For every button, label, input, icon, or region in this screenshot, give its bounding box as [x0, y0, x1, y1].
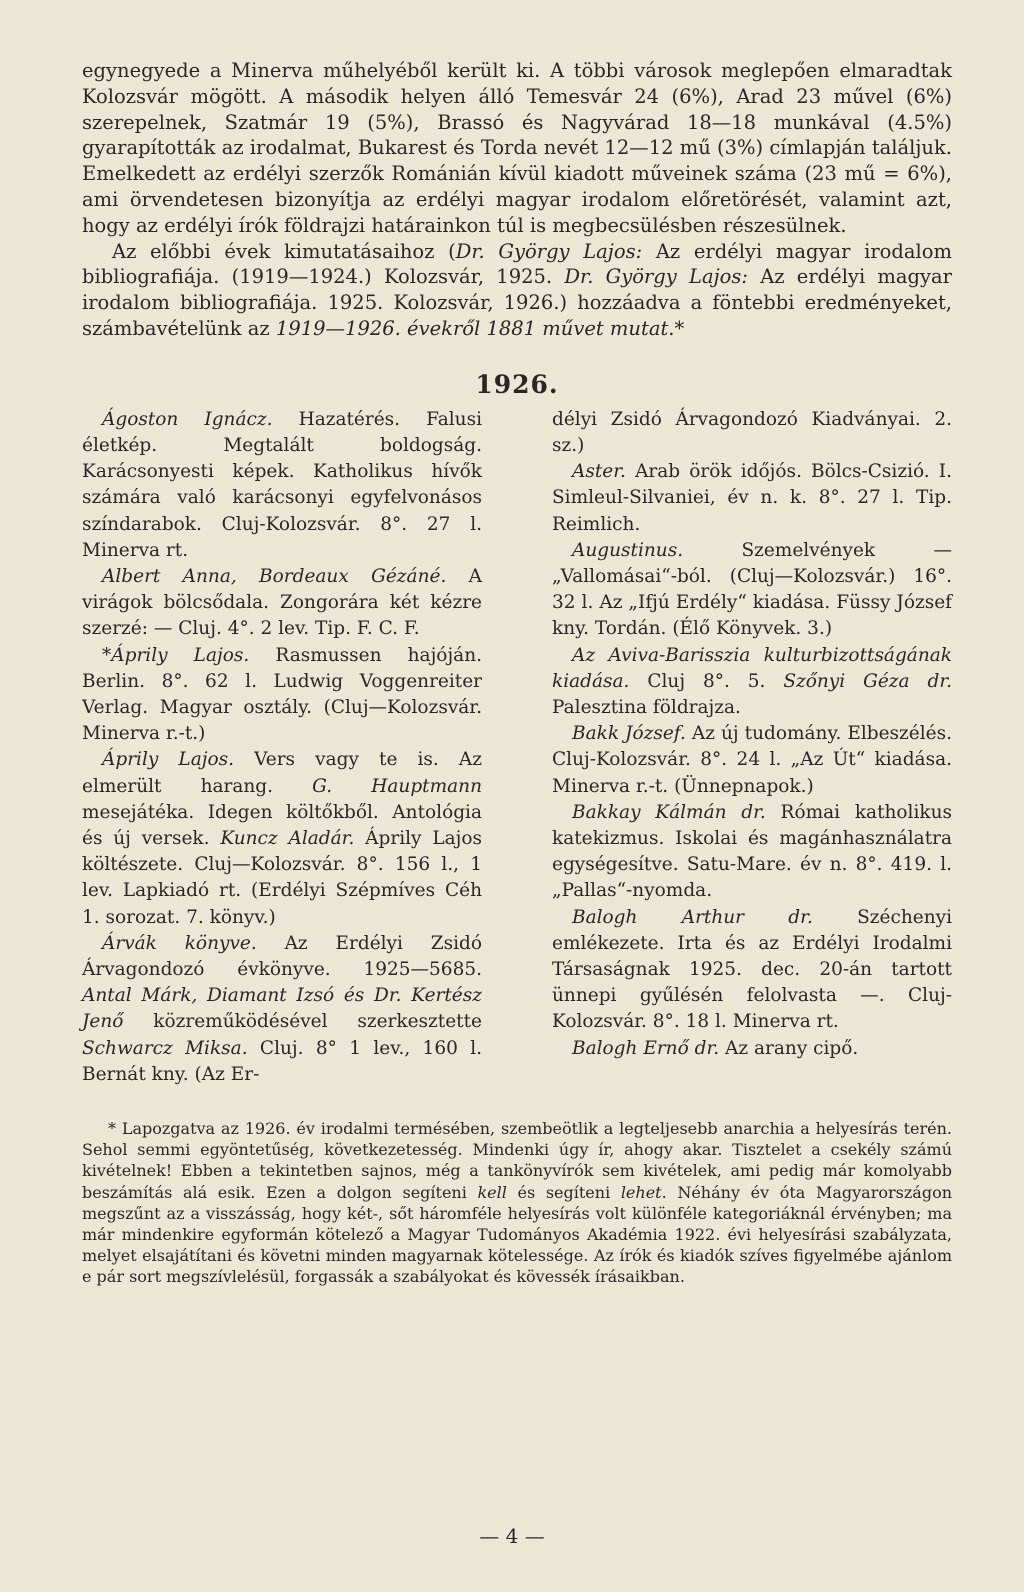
bib-entry: Augustinus. Szemelvények — „Vallomásai“-ból. (Cluj—Kolozsvár.) 16°. 32 l. Az „Ifjú Erdély“ kiadása. Füssy József kny. Tordán. (Élő Könyvek. 3.): [552, 539, 952, 640]
bib-entry: *Áprily Lajos. Rasmussen hajóján. Berlin. 8°. 62 l. Ludwig Voggenreiter Verlag. Magyar osztály. (Cluj—Kolozsvár. Minerva r.-t.): [82, 644, 483, 745]
bibliography-columns: [82, 407, 952, 1088]
bib-entry-continued: délyi Zsidó Árvagondozó Kiadványai. 2. sz.): [552, 408, 952, 456]
page: [82, 58, 952, 1304]
bib-entry: Bakkay Kálmán dr. Római katholikus katekizmus. Iskolai és magánhasználatra egységesítve. Satu-Mare. év n. 8°. 419. l. „Pallas“-nyomda.: [552, 801, 953, 902]
bib-entry: Az Aviva-Barisszia kulturbizottságának kiadása. Cluj 8°. 5. Szőnyi Géza dr. Palesztina földrajza.: [552, 644, 953, 718]
bib-entry: Balogh Arthur dr. Széchenyi emlékezete. Irta és az Erdélyi Irodalmi Társaságnak 1925. dec. 20-án tartott ünnepi gyűlésén felolvasta —. Cluj-Kolozsvár. 8°. 18 l. Minerva rt.: [552, 906, 952, 1033]
right-column: [552, 407, 952, 1088]
bib-entry: Ágoston Ignácz. Hazatérés. Falusi életkép. Megtalált boldogság. Karácsonyesti képek. Katholikus hívők számára való karácsonyi egyfelvonásos színdarabok. Cluj-Kolozsvár. 8°. 27 l. Minerva rt.: [82, 408, 482, 561]
bib-entry: Albert Anna, Bordeaux Gézáné. A virágok bölcsődala. Zongorára két kézre szerzé: — Cluj. 4°. 2 lev. Tip. F. C. F.: [82, 565, 482, 640]
intro-paragraph: egynegyede a Minerva műhelyéből került ki. A többi városok meglepően elmaradtak Kolozsvár mögött. A második helyen álló Temesvár 24 (6%), Arad 23 művel (6%) szerepelnek, Szatmár 19 (5%), Brassó és Nagyvárad 18—18 munkával (4.5%) gyarapították az irodalmat, Bukarest és Torda nevét 12—12 mű (3%) címlapján találjuk. Emelkedett az erdélyi szerzők Románián kívül kiadott műveinek száma (23 mű = 6%), ami örvendetesen bizonyítja az erdélyi magyar irodalom előretörését, valamint azt, hogy az erdélyi írók földrajzi határainkon túl is megbecsülésben részesülnek.: [82, 59, 952, 237]
bib-entry: Árvák könyve. Az Erdélyi Zsidó Árvagondozó évkönyve. 1925—5685. Antal Márk, Diamant Izsó és Dr. Kertész Jenő közreműködésével szerkesztette Schwarcz Miksa. Cluj. 8° 1 lev., 160 l. Bernát kny. (Az Er-: [82, 932, 482, 1085]
intro-paragraph-2: Az előbbi évek kimutatásaihoz (Dr. György Lajos: Az erdélyi magyar irodalom bibliografiája. (1919—1924.) Kolozsvár, 1925. Dr. György Lajos: Az erdélyi magyar irodalom bibliografiája. 1925. Kolozsvár, 1926.) hozzáadva a föntebbi eredményeket, számbavételünk az 1919—1926. évekről 1881 művet mutat.*: [82, 239, 952, 340]
bib-entry: Balogh Ernő dr. Az arany cipő.: [572, 1037, 859, 1059]
bib-entry: Bakk József. Az új tudomány. Elbeszélés. Cluj-Kolozsvár. 8°. 24 l. „Az Út“ kiadása. Minerva r.-t. (Ünnepnapok.): [552, 723, 952, 797]
left-column: [82, 407, 482, 1088]
footnote: * Lapozgatva az 1926. év irodalmi termésében, szembeötlik a legteljesebb anarchia a helyesírás terén. Sehol semmi egyöntetűség, következetesség. Mindenki úgy ír, ahogy akar. Tisztelet a csekély számú kivételnek! Ebben a tekintetben sajnos, még a tankönyvírók sem kivételek, ami pedig már komolyabb beszámítás alá esik. Ezen a dolgon segíteni kell és segíteni lehet. Néhány év óta Magyarországon megszűnt az a visszásság, hogy két-, sőt háromféle helyesírás volt különféle kategoriáknál érvényben; ma már mindenkire egyformán kötelező a Magyar Tudományos Akadémia 1922. évi helyesírási szabályzata, melyet elsajátítani és követni minden magyarnak kötelessége. Az írók és kiadók szíves figyelmébe ajánlom e pár sort megszívlelésül, forgassák a szabályokat és kövessék írásaikban.: [82, 1119, 953, 1287]
bib-entry: Áprily Lajos. Vers vagy te is. Az elmerült harang. G. Hauptmann mesejátéka. Idegen költőkből. Antológia és új versek. Kuncz Aladár. Áprily Lajos költészete. Cluj—Kolozsvár. 8°. 156 l., 1 lev. Lapkiadó rt. (Erdélyi Szépmíves Céh 1. sorozat. 7. könyv.): [82, 749, 483, 928]
section-year-heading: 1926.: [475, 369, 559, 399]
bib-entry: Aster. Arab örök időjós. Bölcs-Csizió. I. Simleul-Silvaniei, év n. k. 8°. 27 l. Tip. Reimlich.: [552, 461, 952, 535]
page-number: — 4 —: [479, 1524, 545, 1548]
